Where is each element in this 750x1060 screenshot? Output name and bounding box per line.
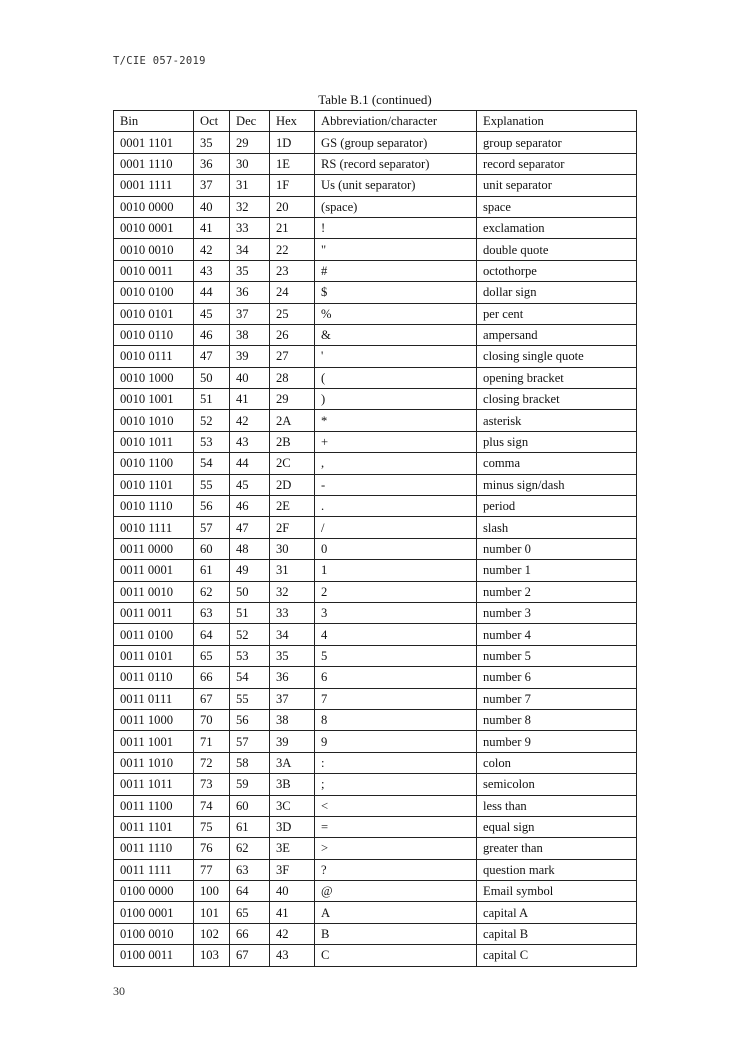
table-row <box>114 282 637 303</box>
cell-oct: 74 <box>194 795 230 816</box>
cell-dec: 64 <box>230 881 270 902</box>
cell-abbreviation: B <box>315 923 477 944</box>
cell-oct: 35 <box>194 132 230 153</box>
cell-bin: 0010 1000 <box>114 367 194 388</box>
cell-hex: 33 <box>270 602 315 623</box>
cell-bin: 0011 0111 <box>114 688 194 709</box>
cell-abbreviation: 9 <box>315 731 477 752</box>
cell-abbreviation: 4 <box>315 624 477 645</box>
table-row <box>114 217 637 238</box>
cell-abbreviation: ! <box>315 217 477 238</box>
cell-abbreviation: (space) <box>315 196 477 217</box>
cell-oct: 72 <box>194 752 230 773</box>
document-id-header: T/CIE 057-2019 <box>113 55 206 67</box>
cell-bin: 0011 0101 <box>114 645 194 666</box>
cell-abbreviation: 6 <box>315 667 477 688</box>
cell-dec: 38 <box>230 324 270 345</box>
cell-hex: 30 <box>270 538 315 559</box>
table-row <box>114 816 637 837</box>
cell-explanation: semicolon <box>477 774 637 795</box>
cell-hex: 2C <box>270 453 315 474</box>
cell-dec: 34 <box>230 239 270 260</box>
cell-hex: 23 <box>270 260 315 281</box>
cell-oct: 62 <box>194 581 230 602</box>
cell-abbreviation: 0 <box>315 538 477 559</box>
cell-abbreviation: > <box>315 838 477 859</box>
cell-hex: 3D <box>270 816 315 837</box>
cell-oct: 55 <box>194 474 230 495</box>
cell-oct: 40 <box>194 196 230 217</box>
table-row <box>114 859 637 880</box>
cell-oct: 44 <box>194 282 230 303</box>
cell-hex: 38 <box>270 709 315 730</box>
cell-oct: 52 <box>194 410 230 431</box>
cell-abbreviation: * <box>315 410 477 431</box>
table-row <box>114 709 637 730</box>
cell-explanation: space <box>477 196 637 217</box>
cell-bin: 0001 1110 <box>114 153 194 174</box>
cell-explanation: less than <box>477 795 637 816</box>
cell-oct: 100 <box>194 881 230 902</box>
cell-abbreviation: ' <box>315 346 477 367</box>
cell-oct: 43 <box>194 260 230 281</box>
column-header-hex: Hex <box>270 111 315 132</box>
cell-hex: 22 <box>270 239 315 260</box>
column-header-dec: Dec <box>230 111 270 132</box>
cell-explanation: equal sign <box>477 816 637 837</box>
cell-bin: 0011 0110 <box>114 667 194 688</box>
cell-abbreviation: A <box>315 902 477 923</box>
cell-abbreviation: " <box>315 239 477 260</box>
cell-dec: 42 <box>230 410 270 431</box>
table-caption: Table B.1 (continued) <box>318 92 432 107</box>
cell-bin: 0011 0010 <box>114 581 194 602</box>
cell-hex: 31 <box>270 560 315 581</box>
cell-explanation: greater than <box>477 838 637 859</box>
cell-explanation: dollar sign <box>477 282 637 303</box>
cell-abbreviation: 5 <box>315 645 477 666</box>
cell-abbreviation: - <box>315 474 477 495</box>
cell-explanation: number 3 <box>477 602 637 623</box>
cell-oct: 56 <box>194 496 230 517</box>
cell-dec: 61 <box>230 816 270 837</box>
cell-explanation: number 0 <box>477 538 637 559</box>
cell-bin: 0011 0001 <box>114 560 194 581</box>
cell-dec: 45 <box>230 474 270 495</box>
cell-bin: 0010 0111 <box>114 346 194 367</box>
cell-explanation: number 7 <box>477 688 637 709</box>
cell-bin: 0010 1111 <box>114 517 194 538</box>
table-row <box>114 688 637 709</box>
cell-explanation: number 1 <box>477 560 637 581</box>
column-header-explanation: Explanation <box>477 111 637 132</box>
ascii-code-table <box>113 110 637 967</box>
cell-abbreviation: RS (record separator) <box>315 153 477 174</box>
cell-oct: 37 <box>194 175 230 196</box>
cell-bin: 0011 1010 <box>114 752 194 773</box>
table-row <box>114 624 637 645</box>
table-row <box>114 431 637 452</box>
table-row <box>114 496 637 517</box>
table-row <box>114 239 637 260</box>
cell-bin: 0100 0011 <box>114 945 194 966</box>
cell-oct: 67 <box>194 688 230 709</box>
cell-explanation: number 6 <box>477 667 637 688</box>
cell-abbreviation: : <box>315 752 477 773</box>
cell-explanation: opening bracket <box>477 367 637 388</box>
cell-explanation: number 4 <box>477 624 637 645</box>
cell-oct: 73 <box>194 774 230 795</box>
cell-hex: 32 <box>270 581 315 602</box>
cell-abbreviation: $ <box>315 282 477 303</box>
cell-abbreviation: GS (group separator) <box>315 132 477 153</box>
cell-hex: 35 <box>270 645 315 666</box>
cell-dec: 46 <box>230 496 270 517</box>
cell-explanation: capital C <box>477 945 637 966</box>
cell-dec: 62 <box>230 838 270 859</box>
cell-hex: 21 <box>270 217 315 238</box>
cell-oct: 103 <box>194 945 230 966</box>
cell-dec: 63 <box>230 859 270 880</box>
cell-explanation: ampersand <box>477 324 637 345</box>
cell-explanation: capital A <box>477 902 637 923</box>
cell-bin: 0011 1101 <box>114 816 194 837</box>
cell-bin: 0100 0010 <box>114 923 194 944</box>
cell-explanation: Email symbol <box>477 881 637 902</box>
cell-hex: 3A <box>270 752 315 773</box>
cell-dec: 48 <box>230 538 270 559</box>
table-row <box>114 731 637 752</box>
cell-hex: 29 <box>270 389 315 410</box>
cell-bin: 0011 0000 <box>114 538 194 559</box>
cell-bin: 0001 1101 <box>114 132 194 153</box>
cell-dec: 47 <box>230 517 270 538</box>
cell-bin: 0010 1001 <box>114 389 194 410</box>
cell-hex: 25 <box>270 303 315 324</box>
cell-dec: 37 <box>230 303 270 324</box>
cell-hex: 37 <box>270 688 315 709</box>
cell-bin: 0100 0001 <box>114 902 194 923</box>
cell-abbreviation: ( <box>315 367 477 388</box>
table-body <box>114 132 637 966</box>
cell-explanation: asterisk <box>477 410 637 431</box>
cell-bin: 0010 0000 <box>114 196 194 217</box>
cell-hex: 3B <box>270 774 315 795</box>
cell-abbreviation: @ <box>315 881 477 902</box>
cell-dec: 53 <box>230 645 270 666</box>
cell-hex: 1E <box>270 153 315 174</box>
cell-oct: 70 <box>194 709 230 730</box>
table-row <box>114 752 637 773</box>
cell-bin: 0010 0010 <box>114 239 194 260</box>
cell-hex: 39 <box>270 731 315 752</box>
table-row <box>114 902 637 923</box>
cell-abbreviation: < <box>315 795 477 816</box>
table-row <box>114 175 637 196</box>
table-row <box>114 538 637 559</box>
table-row <box>114 945 637 966</box>
cell-hex: 2B <box>270 431 315 452</box>
table-row <box>114 474 637 495</box>
cell-hex: 28 <box>270 367 315 388</box>
cell-oct: 61 <box>194 560 230 581</box>
cell-oct: 64 <box>194 624 230 645</box>
table-row <box>114 560 637 581</box>
cell-oct: 57 <box>194 517 230 538</box>
cell-hex: 2A <box>270 410 315 431</box>
table-row <box>114 795 637 816</box>
table-row <box>114 923 637 944</box>
cell-oct: 102 <box>194 923 230 944</box>
cell-abbreviation: & <box>315 324 477 345</box>
cell-dec: 33 <box>230 217 270 238</box>
cell-oct: 50 <box>194 367 230 388</box>
cell-explanation: double quote <box>477 239 637 260</box>
cell-dec: 67 <box>230 945 270 966</box>
table-row <box>114 838 637 859</box>
cell-hex: 20 <box>270 196 315 217</box>
table-row <box>114 367 637 388</box>
cell-dec: 31 <box>230 175 270 196</box>
cell-bin: 0010 1010 <box>114 410 194 431</box>
cell-hex: 43 <box>270 945 315 966</box>
cell-bin: 0010 1100 <box>114 453 194 474</box>
cell-dec: 39 <box>230 346 270 367</box>
cell-hex: 3F <box>270 859 315 880</box>
cell-hex: 2F <box>270 517 315 538</box>
cell-hex: 2D <box>270 474 315 495</box>
cell-bin: 0011 1110 <box>114 838 194 859</box>
cell-oct: 42 <box>194 239 230 260</box>
table-row <box>114 303 637 324</box>
cell-oct: 71 <box>194 731 230 752</box>
cell-abbreviation: . <box>315 496 477 517</box>
cell-explanation: number 2 <box>477 581 637 602</box>
cell-abbreviation: / <box>315 517 477 538</box>
page-number: 30 <box>113 984 125 998</box>
cell-abbreviation: % <box>315 303 477 324</box>
cell-explanation: colon <box>477 752 637 773</box>
table-row <box>114 389 637 410</box>
table-row <box>114 346 637 367</box>
cell-explanation: exclamation <box>477 217 637 238</box>
cell-oct: 47 <box>194 346 230 367</box>
table-row <box>114 153 637 174</box>
cell-abbreviation: ; <box>315 774 477 795</box>
cell-bin: 0011 1000 <box>114 709 194 730</box>
cell-bin: 0010 0101 <box>114 303 194 324</box>
cell-dec: 50 <box>230 581 270 602</box>
cell-explanation: closing single quote <box>477 346 637 367</box>
cell-oct: 45 <box>194 303 230 324</box>
cell-dec: 35 <box>230 260 270 281</box>
cell-explanation: group separator <box>477 132 637 153</box>
cell-oct: 65 <box>194 645 230 666</box>
cell-bin: 0010 0011 <box>114 260 194 281</box>
cell-hex: 26 <box>270 324 315 345</box>
cell-abbreviation: = <box>315 816 477 837</box>
cell-dec: 56 <box>230 709 270 730</box>
cell-explanation: number 5 <box>477 645 637 666</box>
cell-dec: 65 <box>230 902 270 923</box>
cell-oct: 53 <box>194 431 230 452</box>
cell-bin: 0010 0110 <box>114 324 194 345</box>
cell-dec: 57 <box>230 731 270 752</box>
cell-dec: 59 <box>230 774 270 795</box>
cell-explanation: question mark <box>477 859 637 880</box>
cell-explanation: period <box>477 496 637 517</box>
cell-abbreviation: # <box>315 260 477 281</box>
cell-bin: 0001 1111 <box>114 175 194 196</box>
cell-abbreviation: Us (unit separator) <box>315 175 477 196</box>
cell-bin: 0011 0100 <box>114 624 194 645</box>
cell-explanation: number 8 <box>477 709 637 730</box>
cell-oct: 77 <box>194 859 230 880</box>
cell-bin: 0010 0100 <box>114 282 194 303</box>
cell-oct: 75 <box>194 816 230 837</box>
table-row <box>114 453 637 474</box>
cell-abbreviation: , <box>315 453 477 474</box>
cell-hex: 3C <box>270 795 315 816</box>
cell-bin: 0011 1111 <box>114 859 194 880</box>
table-row <box>114 324 637 345</box>
cell-bin: 0010 1011 <box>114 431 194 452</box>
cell-abbreviation: 1 <box>315 560 477 581</box>
table-row <box>114 774 637 795</box>
cell-explanation: octothorpe <box>477 260 637 281</box>
cell-abbreviation: 8 <box>315 709 477 730</box>
cell-bin: 0011 0011 <box>114 602 194 623</box>
cell-oct: 46 <box>194 324 230 345</box>
cell-dec: 43 <box>230 431 270 452</box>
cell-oct: 101 <box>194 902 230 923</box>
table-row <box>114 581 637 602</box>
cell-hex: 34 <box>270 624 315 645</box>
cell-oct: 41 <box>194 217 230 238</box>
cell-oct: 60 <box>194 538 230 559</box>
cell-abbreviation: 2 <box>315 581 477 602</box>
table-row <box>114 645 637 666</box>
table-row <box>114 410 637 431</box>
column-header-bin: Bin <box>114 111 194 132</box>
cell-hex: 1D <box>270 132 315 153</box>
column-header-abbreviation: Abbreviation/character <box>315 111 477 132</box>
cell-abbreviation: ) <box>315 389 477 410</box>
cell-oct: 63 <box>194 602 230 623</box>
cell-bin: 0011 1100 <box>114 795 194 816</box>
column-header-oct: Oct <box>194 111 230 132</box>
cell-hex: 36 <box>270 667 315 688</box>
cell-abbreviation: 7 <box>315 688 477 709</box>
cell-bin: 0010 1101 <box>114 474 194 495</box>
cell-bin: 0011 1011 <box>114 774 194 795</box>
cell-dec: 36 <box>230 282 270 303</box>
cell-explanation: capital B <box>477 923 637 944</box>
table-row <box>114 132 637 153</box>
cell-explanation: comma <box>477 453 637 474</box>
cell-dec: 58 <box>230 752 270 773</box>
cell-bin: 0010 0001 <box>114 217 194 238</box>
cell-hex: 24 <box>270 282 315 303</box>
table-row <box>114 667 637 688</box>
cell-oct: 36 <box>194 153 230 174</box>
cell-dec: 66 <box>230 923 270 944</box>
cell-explanation: plus sign <box>477 431 637 452</box>
table-row <box>114 881 637 902</box>
cell-oct: 54 <box>194 453 230 474</box>
cell-oct: 51 <box>194 389 230 410</box>
cell-abbreviation: 3 <box>315 602 477 623</box>
cell-dec: 52 <box>230 624 270 645</box>
table-row <box>114 196 637 217</box>
cell-oct: 76 <box>194 838 230 859</box>
cell-oct: 66 <box>194 667 230 688</box>
cell-explanation: unit separator <box>477 175 637 196</box>
cell-hex: 1F <box>270 175 315 196</box>
cell-explanation: slash <box>477 517 637 538</box>
cell-abbreviation: C <box>315 945 477 966</box>
cell-explanation: record separator <box>477 153 637 174</box>
table-header-row <box>114 111 637 132</box>
cell-dec: 44 <box>230 453 270 474</box>
cell-dec: 40 <box>230 367 270 388</box>
cell-bin: 0100 0000 <box>114 881 194 902</box>
table-row <box>114 602 637 623</box>
table-row <box>114 260 637 281</box>
cell-dec: 32 <box>230 196 270 217</box>
cell-hex: 2E <box>270 496 315 517</box>
table-row <box>114 517 637 538</box>
cell-explanation: number 9 <box>477 731 637 752</box>
cell-bin: 0010 1110 <box>114 496 194 517</box>
cell-dec: 29 <box>230 132 270 153</box>
cell-dec: 30 <box>230 153 270 174</box>
cell-abbreviation: ? <box>315 859 477 880</box>
cell-dec: 60 <box>230 795 270 816</box>
cell-hex: 3E <box>270 838 315 859</box>
cell-hex: 42 <box>270 923 315 944</box>
cell-dec: 55 <box>230 688 270 709</box>
cell-abbreviation: + <box>315 431 477 452</box>
cell-dec: 41 <box>230 389 270 410</box>
cell-hex: 41 <box>270 902 315 923</box>
cell-explanation: per cent <box>477 303 637 324</box>
cell-dec: 54 <box>230 667 270 688</box>
cell-bin: 0011 1001 <box>114 731 194 752</box>
cell-dec: 51 <box>230 602 270 623</box>
cell-hex: 27 <box>270 346 315 367</box>
cell-explanation: minus sign/dash <box>477 474 637 495</box>
cell-dec: 49 <box>230 560 270 581</box>
cell-hex: 40 <box>270 881 315 902</box>
cell-explanation: closing bracket <box>477 389 637 410</box>
